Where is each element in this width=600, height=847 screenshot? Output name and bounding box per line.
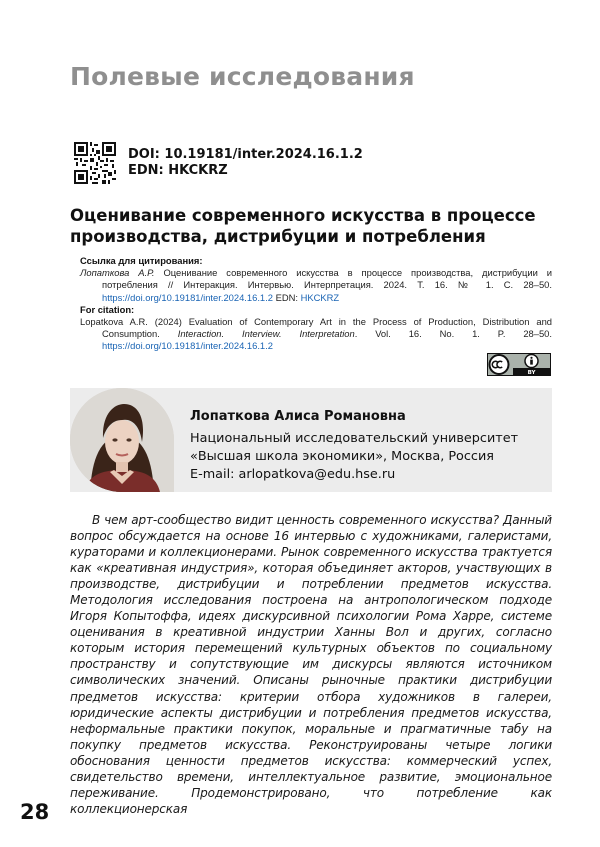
citation-en-journal: Interaction. Interview. Interpretation: [177, 328, 355, 340]
author-photo: [70, 388, 174, 492]
citation-ru-authors: Лопаткова А.Р.: [80, 267, 155, 279]
citation-en-label: For citation:: [80, 303, 135, 315]
citation-en-text: Lopatkova A.R. (2024) Evaluation of Contemporary Art in the Process of Production, Distribution and Consumption.: [80, 316, 552, 340]
identifier-block: [74, 142, 363, 184]
cc-by-label: BY: [527, 370, 536, 376]
edn: EDN: HKCKRZ: [128, 163, 228, 178]
author-affiliation-line-1: Национальный исследовательский университет: [190, 431, 519, 446]
author-name: Лопаткова Алиса Романовна: [190, 409, 406, 424]
citation-ru-edn-link[interactable]: HKCKRZ: [300, 291, 340, 303]
citation-block: [80, 255, 552, 353]
abstract-text: В чем арт-сообщество видит ценность современного искусства? Данный вопрос обсуждается на основе 16 интервью с художниками, галеристами, кураторами и коллекционерами. Рынок современного искусства трактуется как «креативная индустрия», которая объединяет акторов, участвующих в производстве, дистрибуции и потреблении предметов искусства. Методология исследования построена на антропологическом подходе Игоря Копытоффа, идеях дискурсивной психологии Рома Харре, системе оценивания в креативной индустрии Ханны Вол и других, согласно которым история перемещений культурных объектов по социальному пространству и сопутствующие им дискурсы являются источником символических значений. Описаны рыночные практики дистрибуции предметов искусства: критерии отбора художников в галереи, юридические аспекты дистрибуции и потребления предметов искусства, неформальные практики покупок, моральные и прагматичные табу на покупку предметов искусства. Реконструированы четыре логики обоснования ценности предметов искусства: коммерческий успех, свидетельство времени, интеллектуальное развитие, эмоциональное переживание. Продемонстрировано, что потребление как коллекционерская: [70, 513, 552, 816]
citation-en-doi-link[interactable]: https://doi.org/10.19181/inter.2024.16.1.2: [102, 340, 273, 352]
cc-by-license-icon[interactable]: [487, 353, 551, 376]
citation-en-text-2: . Vol. 16. No. 1. P. 28–50.: [354, 328, 552, 340]
doi: DOI: 10.19181/inter.2024.16.1.2: [128, 147, 363, 162]
article-title: Оценивание современного искусства в процессе производства, дистрибуции и потребления: [70, 206, 536, 246]
citation-ru-text: Оценивание современного искусства в процессе производства, дистрибуции и потребления // Интеракция. Интервью. Интерпретация. 2024. Т. 16. № 1. С. 28–50.: [102, 267, 552, 291]
section-title: Полевые исследования: [70, 62, 415, 91]
author-email[interactable]: E-mail: arlopatkova@edu.hse.ru: [190, 467, 396, 482]
citation-ru-edn-label: EDN:: [272, 291, 301, 303]
qr-code-icon: [74, 142, 116, 184]
citation-ru-label: Ссылка для цитирования:: [80, 255, 203, 266]
author-card: [70, 388, 552, 492]
author-affiliation-line-2: «Высшая школа экономики», Москва, Россия: [190, 449, 494, 464]
citation-en: [80, 316, 552, 353]
citation-ru: [80, 267, 552, 304]
citation-ru-doi-link[interactable]: https://doi.org/10.19181/inter.2024.16.1.2: [102, 291, 273, 303]
author-info: [190, 408, 544, 484]
page-number: 28: [20, 800, 50, 824]
